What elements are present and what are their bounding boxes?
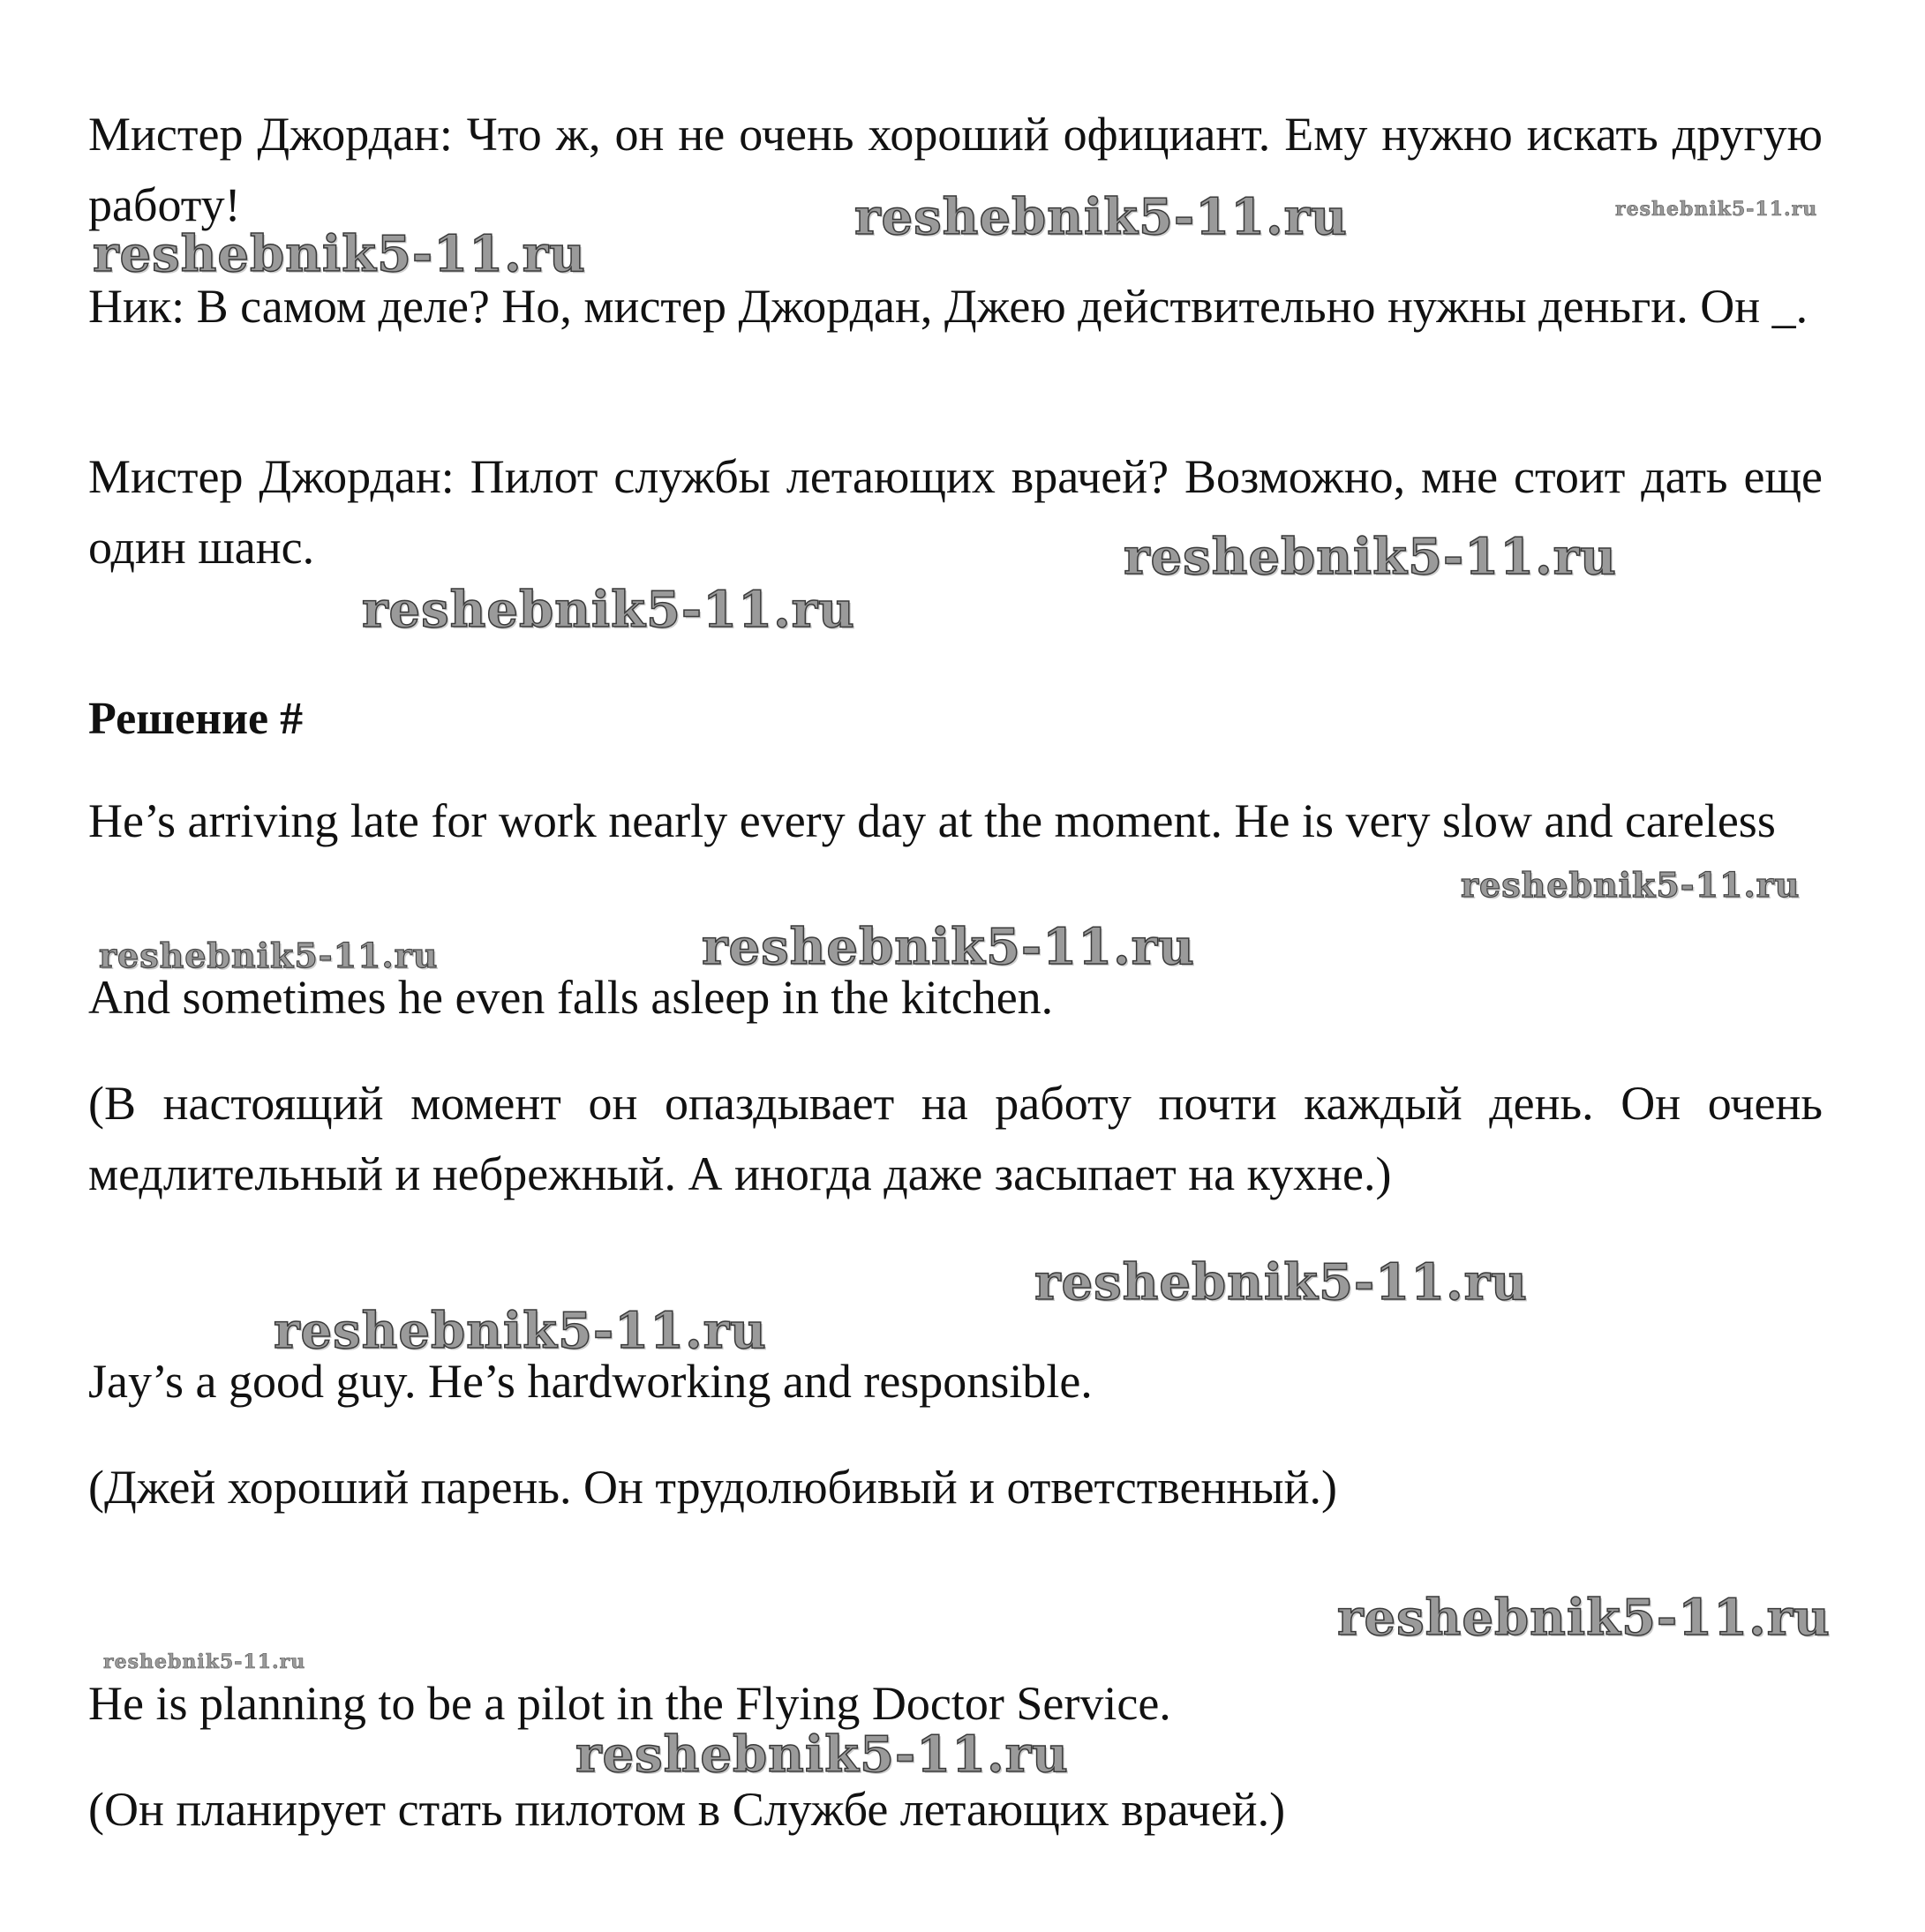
watermark: reshebnik5-11.ru: [1034, 1253, 1528, 1312]
answer-1-translation: (В настоящий момент он опаздывает на работу почти каждый день. Он очень медлительный и небрежный. А иногда даже засыпает на кухне.): [88, 1077, 1823, 1200]
answer-2-english: Jay’s a good guy. He’s hardworking and responsible.: [88, 1355, 1093, 1408]
answer-3-translation: (Он планирует стать пилотом в Службе летающих врачей.): [88, 1783, 1286, 1836]
dialogue-nick: Ник: В самом деле? Но, мистер Джордан, Джею действительно нужны деньги. Он _.: [88, 280, 1808, 333]
watermark: reshebnik5-11.ru: [99, 936, 439, 975]
watermark: reshebnik5-11.ru: [93, 225, 586, 283]
watermark: reshebnik5-11.ru: [854, 188, 1348, 246]
watermark: reshebnik5-11.ru: [1337, 1589, 1831, 1647]
solution-heading: Решение #: [88, 694, 304, 744]
answer-1-english-continued: And sometimes he even falls asleep in the kitchen.: [88, 971, 1054, 1024]
watermark: reshebnik5-11.ru: [702, 918, 1195, 976]
answer-3-english: He is planning to be a pilot in the Flying Doctor Service.: [88, 1677, 1171, 1730]
watermark: reshebnik5-11.ru: [1461, 865, 1801, 905]
watermark: reshebnik5-11.ru: [362, 581, 855, 639]
answer-2-translation: (Джей хороший парень. Он трудолюбивый и ответственный.): [88, 1461, 1337, 1514]
dialogue-jordan-1: Мистер Джордан: Что ж, он не очень хороший официант. Ему нужно искать другую работу!: [88, 108, 1823, 231]
answer-1-english: He’s arriving late for work nearly every day at the moment. He is very slow and careless: [88, 794, 1776, 847]
watermark: reshebnik5-11.ru: [103, 1650, 306, 1673]
watermark: reshebnik5-11.ru: [575, 1725, 1069, 1784]
watermark: reshebnik5-11.ru: [1615, 198, 1818, 221]
watermark: reshebnik5-11.ru: [1124, 528, 1617, 586]
watermark: reshebnik5-11.ru: [274, 1302, 767, 1360]
dialogue-jordan-2: Мистер Джордан: Пилот службы летающих врачей? Возможно, мне стоит дать еще один шанс.: [88, 450, 1823, 574]
